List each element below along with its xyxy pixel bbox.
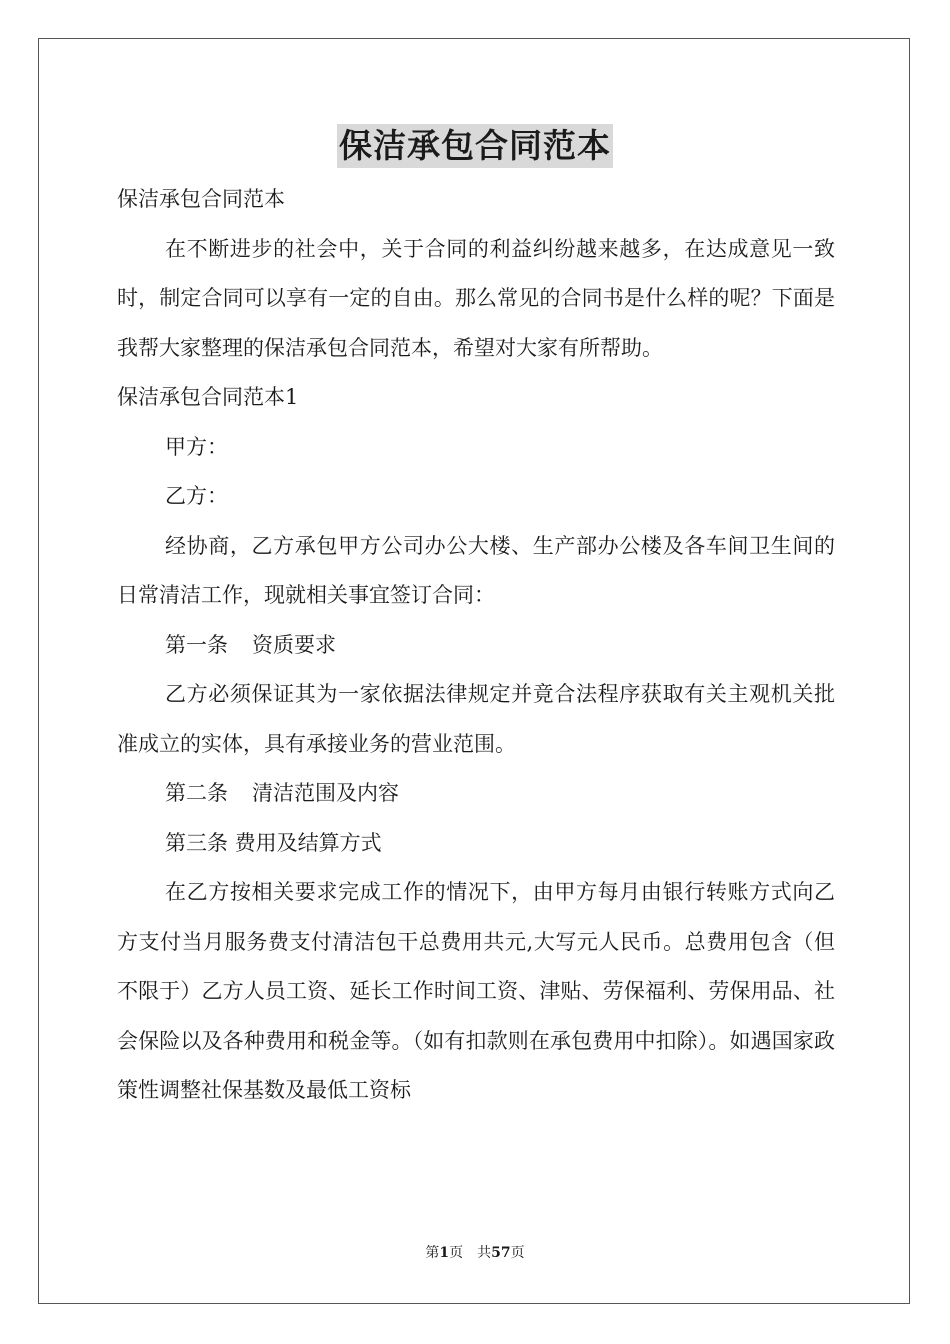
page-suffix: 页 [449,1245,464,1261]
agreement-paragraph: 经协商，乙方承包甲方公司办公大楼、生产部办公楼及各车间卫生间的日常清洁工作，现就相关事宜签订合同： [117,533,835,607]
intro-paragraph: 在不断进步的社会中，关于合同的利益纠纷越来越多，在达成意见一致时，制定合同可以享有一定的自由。那么常见的合同书是什么样的呢？下面是我帮大家整理的保洁承包合同范本，希望对大家有所帮助。 [117,236,835,360]
party-a-line: 甲方： [165,434,228,459]
page-prefix: 第 [425,1245,440,1261]
article-2-number: 第二条 [165,781,228,805]
total-pages: 57 [491,1245,511,1261]
article-1-number: 第一条 [165,632,228,657]
title-container [0,124,950,168]
party-b-line: 乙方： [165,484,228,508]
document-title: 保洁承包合同范本 [337,124,613,168]
section-heading: 保洁承包合同范本1 [117,385,299,409]
total-suffix: 页 [510,1245,525,1261]
subtitle-paragraph: 保洁承包合同范本 [117,187,285,211]
payment-paragraph: 在乙方按相关要求完成工作的情况下，由甲方每月由银行转账方式向乙方支付当月服务费支付清洁包干总费用共元,大写元人民币。总费用包含（但不限于）乙方人员工资、延长工作时间工资、津贴、劳保福利、劳保用品、社会保险以及各种费用和税金等。（如有扣款则在承包费用中扣除）。如遇国家政策性调整社保基数及最低工资标 [117,880,835,1102]
qualification-paragraph: 乙方必须保证其为一家依据法律规定并竟合法程序获取有关主观机关批准成立的实体，具有承接业务的营业范围。 [117,682,835,756]
article-1-heading [117,621,835,671]
article-2-title: 清洁范围及内容 [252,781,399,805]
article-3-heading: 第三条 费用及结算方式 [165,830,382,855]
article-2-heading [117,769,835,819]
document-body [117,175,835,1116]
total-prefix: 共 [477,1245,492,1261]
page-footer [0,1244,950,1262]
page-number: 1 [439,1245,450,1261]
article-1-title: 资质要求 [252,632,336,657]
